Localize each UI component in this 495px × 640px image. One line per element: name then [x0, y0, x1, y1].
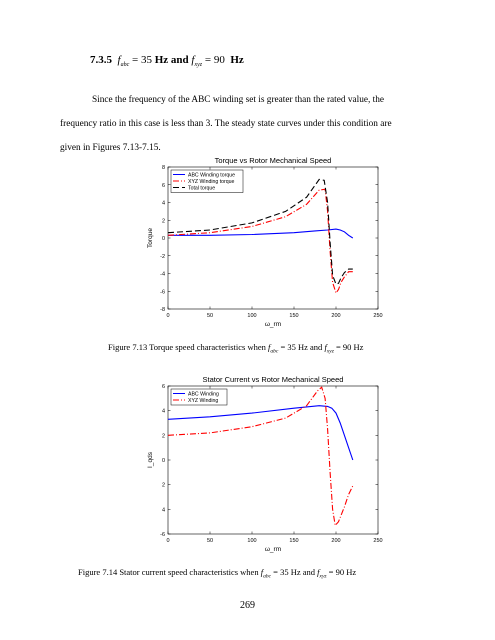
legend-label: XYZ Winding torque: [188, 179, 235, 185]
caption-f-xyz-value: = 90 Hz: [328, 567, 357, 577]
x-tick-label: 100: [247, 313, 257, 319]
caption-f-abc: f: [260, 567, 264, 577]
x-axis-label: ω_rm: [264, 546, 282, 553]
legend-label: ABC Winding torque: [188, 172, 235, 179]
chart-title: Torque vs Rotor Mechanical Speed: [214, 156, 332, 165]
y-tick-label: -6: [160, 532, 165, 538]
series-line: [168, 179, 353, 284]
body-paragraph: [60, 88, 438, 160]
caption-f-xyz: f: [317, 567, 320, 577]
x-tick-label: 150: [289, 313, 299, 319]
y-tick-label: 6: [161, 182, 165, 189]
y-tick-label: 2: [161, 482, 165, 489]
f-abc-symbol: f: [117, 54, 121, 66]
x-tick-label: 50: [206, 313, 214, 319]
y-tick-label: -6: [160, 289, 165, 296]
y-axis-label: Torque: [147, 228, 154, 248]
y-tick-label: 0: [161, 458, 165, 464]
heading-and: Hz and: [154, 54, 189, 66]
y-tick-label: -2: [160, 253, 165, 260]
x-tick-label: 250: [373, 538, 383, 544]
f-xyz-subscript: xyz: [194, 62, 203, 69]
caption-text: Figure 7.14 Stator current speed characteristics when: [78, 567, 259, 577]
x-tick-label: 150: [289, 538, 299, 544]
figure-7-13-caption: [108, 342, 363, 355]
legend-label: ABC Winding: [188, 391, 219, 398]
x-tick-label: 100: [247, 538, 257, 544]
x-axis-label: ω_rm: [264, 321, 282, 328]
y-tick-label: 0: [161, 236, 165, 242]
f-abc-subscript: abc: [120, 62, 130, 69]
series-line: [168, 189, 353, 293]
x-tick-label: 200: [331, 538, 341, 544]
torque-speed-chart: [140, 155, 400, 330]
legend-label: XYZ Winding: [188, 398, 219, 404]
caption-f-abc: f: [268, 342, 271, 352]
paragraph-line-3: given in Figures 7.13-7.15.: [60, 143, 161, 153]
y-tick-label: 8: [161, 165, 165, 171]
y-tick-label: 4: [161, 408, 165, 415]
x-tick-label: 0: [166, 538, 170, 544]
caption-f-xyz-sub: xyz: [326, 348, 334, 355]
y-tick-label: 4: [161, 507, 165, 514]
section-heading: [90, 54, 244, 68]
caption-f-abc-sub: abc: [263, 573, 272, 580]
f-xyz-value: = 90: [204, 54, 225, 66]
caption-f-abc-value: = 35 Hz and: [280, 342, 323, 352]
series-line: [168, 387, 353, 525]
heading-unit: Hz: [230, 54, 244, 66]
paragraph-line-2: frequency ratio in this case is less than 3. The steady state curves under this condition are: [60, 119, 392, 129]
x-tick-label: 0: [166, 313, 170, 319]
f-xyz-symbol: f: [191, 54, 195, 66]
y-tick-label: -8: [160, 307, 165, 313]
section-number: 7.3.5: [90, 54, 112, 66]
x-tick-label: 50: [206, 538, 214, 544]
caption-text: Figure 7.13 Torque speed characteristics when: [108, 342, 266, 352]
figure-7-14-caption: [78, 567, 356, 580]
series-line: [168, 406, 353, 460]
f-abc-value: = 35: [131, 54, 152, 66]
plot-frame: [168, 386, 378, 534]
caption-f-xyz-sub: xyz: [319, 573, 327, 580]
legend-label: Total torque: [188, 185, 216, 192]
page-number: 269: [240, 600, 255, 611]
x-tick-label: 200: [331, 313, 341, 319]
stator-current-speed-chart: [140, 372, 400, 557]
y-tick-label: 4: [161, 200, 165, 207]
caption-f-abc-value: = 35 Hz and: [273, 567, 316, 577]
y-axis-label: I_qds: [147, 452, 154, 468]
y-tick-label: 6: [161, 384, 165, 390]
caption-f-abc-sub: abc: [270, 348, 279, 355]
caption-f-xyz-value: = 90 Hz: [335, 342, 364, 352]
y-tick-label: 2: [161, 218, 165, 225]
paragraph-line-1: Since the frequency of the ABC winding set is greater than the rated value, the: [92, 95, 384, 105]
chart-title: Stator Current vs Rotor Mechanical Speed: [202, 375, 344, 384]
caption-f-xyz: f: [324, 342, 327, 352]
x-tick-label: 250: [373, 313, 383, 319]
y-tick-label: -4: [160, 271, 165, 278]
y-tick-label: 2: [161, 433, 165, 440]
